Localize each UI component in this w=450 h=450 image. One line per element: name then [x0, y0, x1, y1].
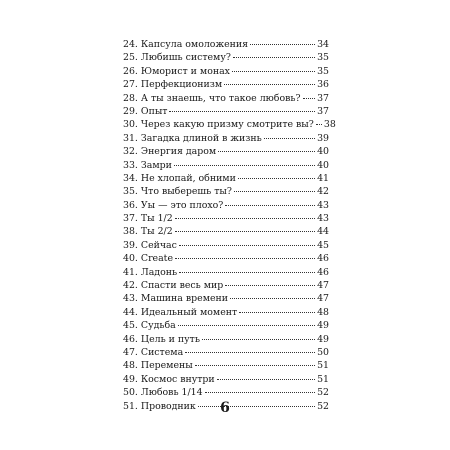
toc-entry [123, 172, 329, 185]
table-of-contents [123, 38, 336, 413]
toc-entry-page-number: 49 [317, 320, 329, 332]
toc-entry-title: 30. Через какую призму смотрите вы? [123, 119, 314, 131]
toc-entry-title: 26. Юморист и монах [123, 65, 230, 77]
toc-leader-dots [224, 84, 315, 85]
toc-entry-title: 41. Ладонь [123, 266, 178, 278]
toc-entry [123, 373, 329, 386]
toc-entry-page-number: 35 [317, 52, 329, 64]
toc-leader-dots [175, 218, 315, 219]
toc-leader-dots [218, 151, 315, 152]
toc-entry-page-number: 46 [317, 253, 329, 265]
toc-entry-page-number: 34 [317, 39, 329, 50]
toc-entry-title: 43. Машина времени [123, 293, 229, 305]
toc-entry [123, 319, 329, 332]
toc-entry-page-number: 45 [317, 239, 329, 251]
toc-entry-page-number: 50 [317, 346, 329, 358]
toc-entry [123, 386, 329, 399]
toc-entry-page-number: 42 [317, 186, 329, 198]
toc-entry-page-number: 48 [317, 306, 329, 318]
toc-entry-page-number: 44 [317, 226, 329, 238]
toc-entry [123, 346, 329, 359]
toc-entry-title: 33. Замри [123, 159, 172, 171]
toc-entry-title: 50. Любовь 1/14 [123, 387, 203, 399]
toc-leader-dots [303, 98, 315, 99]
toc-leader-dots [230, 298, 315, 299]
toc-leader-dots [239, 312, 315, 313]
toc-entry-title: 37. Ты 1/2 [123, 213, 173, 225]
toc-entry-page-number: 37 [317, 105, 329, 117]
toc-entry-page-number: 52 [317, 387, 329, 399]
toc-entry-title: 29. Опыт [123, 105, 168, 117]
toc-leader-dots [195, 365, 315, 366]
toc-leader-dots [174, 165, 315, 166]
toc-entry-title: 48. Перемены [123, 360, 193, 372]
toc-leader-dots [232, 71, 315, 72]
toc-entry [123, 333, 329, 346]
toc-entry [123, 199, 329, 212]
toc-entry-page-number: 51 [317, 373, 329, 385]
toc-entry [123, 118, 336, 131]
toc-entry-title: 35. Что выберешь ты? [123, 186, 232, 198]
toc-leader-dots [175, 258, 315, 259]
toc-leader-dots [233, 57, 315, 58]
toc-leader-dots [234, 191, 315, 192]
toc-entry-page-number: 40 [317, 146, 329, 158]
toc-entry-title: 45. Судьба [123, 320, 176, 332]
toc-entry [123, 185, 329, 198]
toc-entry [123, 225, 329, 238]
toc-entry-title: 42. Спасти весь мир [123, 280, 224, 292]
toc-entry-title: 38. Ты 2/2 [123, 226, 173, 238]
toc-entry-page-number: 37 [317, 92, 329, 104]
toc-leader-dots [185, 352, 315, 353]
toc-entry-title: 51. Проводник [123, 400, 196, 412]
toc-entry-page-number: 47 [317, 280, 329, 292]
toc-entry-page-number: 35 [317, 65, 329, 77]
toc-entry [123, 132, 329, 145]
toc-entry [123, 306, 329, 319]
toc-leader-dots [178, 325, 315, 326]
toc-leader-dots [175, 231, 315, 232]
toc-entry [123, 38, 329, 51]
toc-entry [123, 292, 329, 305]
toc-leader-dots [316, 124, 322, 125]
toc-entry-title: 31. Загадка длиной в жизнь [123, 132, 262, 144]
toc-entry [123, 239, 329, 252]
toc-entry-title: 25. Любишь систему? [123, 52, 231, 64]
toc-entry-title: 49. Космос внутри [123, 373, 215, 385]
toc-entry-title: 46. Цель и путь [123, 333, 200, 345]
toc-entry [123, 252, 329, 265]
toc-entry [123, 92, 329, 105]
toc-leader-dots [264, 138, 315, 139]
toc-leader-dots [250, 44, 315, 45]
toc-entry-page-number: 39 [317, 132, 329, 144]
toc-entry-page-number: 46 [317, 266, 329, 278]
toc-entry [123, 51, 329, 64]
toc-leader-dots [202, 339, 315, 340]
toc-leader-dots [238, 178, 315, 179]
toc-entry [123, 78, 329, 91]
toc-entry-page-number: 36 [317, 79, 329, 91]
toc-entry-title: 27. Перфекционизм [123, 79, 223, 91]
toc-leader-dots [179, 245, 315, 246]
toc-leader-dots [217, 379, 315, 380]
toc-entry-title: 47. Система [123, 346, 184, 358]
toc-entry [123, 105, 329, 118]
toc-entry-page-number: 47 [317, 293, 329, 305]
toc-entry-title: 39. Сейчас [123, 239, 177, 251]
toc-entry [123, 145, 329, 158]
toc-entry [123, 279, 329, 292]
toc-leader-dots [179, 272, 315, 273]
toc-entry [123, 359, 329, 372]
toc-entry-title: 32. Энергия даром [123, 146, 217, 158]
toc-entry-page-number: 41 [317, 172, 329, 184]
page-number: 6 [220, 400, 230, 416]
toc-entry-page-number: 49 [317, 333, 329, 345]
toc-entry [123, 212, 329, 225]
toc-entry [123, 65, 329, 78]
toc-entry-title: 44. Идеальный момент [123, 306, 238, 318]
toc-entry-page-number: 38 [323, 119, 336, 131]
toc-entry-title: 36. Уы — это плохо? [123, 199, 224, 211]
toc-entry-title: 40. Create [123, 253, 173, 265]
toc-entry-page-number: 40 [317, 159, 329, 171]
toc-entry-page-number: 43 [317, 213, 329, 225]
toc-entry [123, 266, 329, 279]
toc-entry-page-number: 52 [317, 400, 329, 412]
toc-entry-title: 34. Не хлопай, обними [123, 172, 236, 184]
toc-entry-page-number: 43 [317, 199, 329, 211]
toc-entry [123, 159, 329, 172]
toc-leader-dots [169, 111, 315, 112]
toc-entry-title: 24. Капсула омоложения [123, 39, 249, 50]
toc-entry-title: 28. А ты знаешь, что такое любовь? [123, 92, 301, 104]
toc-leader-dots [225, 285, 315, 286]
toc-leader-dots [225, 205, 315, 206]
toc-entry-page-number: 51 [317, 360, 329, 372]
toc-leader-dots [205, 392, 315, 393]
